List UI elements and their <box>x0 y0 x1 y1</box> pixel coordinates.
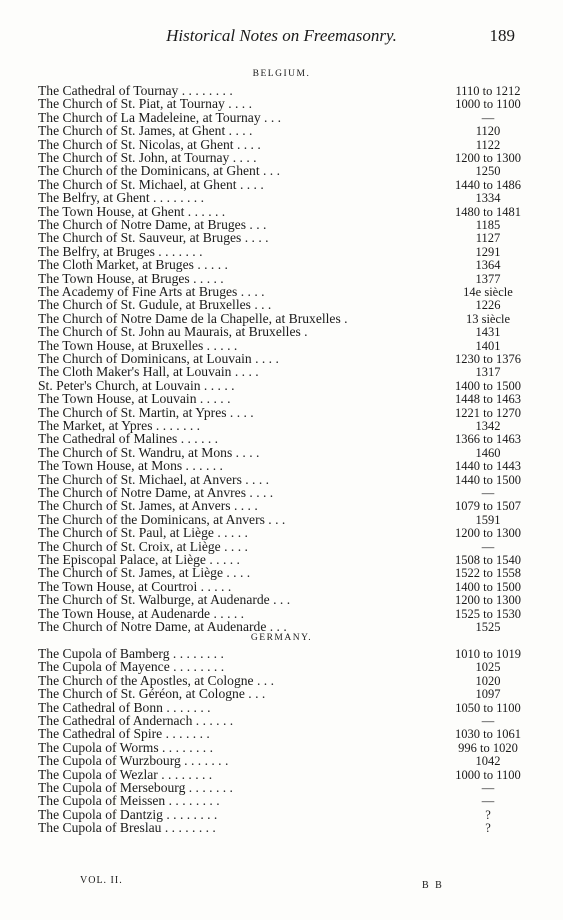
building-dates: 1366 to 1463 <box>455 432 521 447</box>
building-name: The Cupola of Breslau . . . . . . . . <box>38 820 216 836</box>
building-name: The Town House, at Bruxelles . . . . . <box>38 337 238 353</box>
building-dates: 1042 <box>475 754 501 769</box>
building-name: The Church of St. John, at Tournay . . . . <box>38 150 257 165</box>
building-name: The Church of St. Martin, at Ypres . . . . <box>38 404 254 420</box>
building-dates: 1200 to 1300 <box>455 526 521 541</box>
building-dates: 1025 <box>475 660 501 675</box>
building-dates: 1250 <box>475 164 501 179</box>
building-dates: 1221 to 1270 <box>455 405 521 420</box>
building-dates: 1230 to 1376 <box>455 352 521 366</box>
building-dates: 1185 <box>475 218 501 232</box>
building-dates: 1431 <box>475 325 501 340</box>
building-dates: — <box>481 781 495 795</box>
building-dates: 996 to 1020 <box>458 740 518 755</box>
building-dates: 1448 to 1463 <box>455 392 521 407</box>
building-dates: 1079 to 1507 <box>455 499 521 514</box>
signature-mark: B B <box>422 880 444 891</box>
building-dates: 1460 <box>475 445 501 460</box>
building-name: The Church of La Madeleine, at Tournay . . . <box>38 109 282 125</box>
page-header <box>0 26 563 48</box>
building-dates: 1120 <box>475 124 501 139</box>
building-dates: 1377 <box>475 271 501 286</box>
building-dates: 1401 <box>475 338 501 353</box>
building-name: The Church of Notre Dame de la Chapelle, at Bruxelles . <box>38 310 348 326</box>
building-dates: 1508 to 1540 <box>455 553 521 567</box>
building-name: The Cathedral of Bonn . . . . . . . <box>38 699 211 715</box>
building-dates: 1200 to 1300 <box>455 151 521 165</box>
building-dates: 1525 to 1530 <box>455 606 521 621</box>
building-dates: 1480 to 1481 <box>455 204 521 219</box>
building-name: The Church of St. Walburge, at Audenarde . . . <box>38 592 291 608</box>
section-heading: BELGIUM. <box>252 69 311 79</box>
building-name: The Town House, at Bruges . . . . . <box>38 270 224 286</box>
building-name: The Town House, at Courtroi . . . . . <box>38 578 232 594</box>
building-name: The Church of Notre Dame, at Audenarde . . . <box>38 619 287 634</box>
building-name: The Cloth Market, at Bruges . . . . . <box>38 257 228 273</box>
building-name: The Church of the Dominicans, at Ghent . . . <box>38 163 280 179</box>
building-name: The Cupola of Wezlar . . . . . . . . <box>38 766 213 782</box>
list-item <box>38 821 538 835</box>
building-name: The Church of St. Géréon, at Cologne . . . <box>38 686 266 702</box>
building-dates: 1010 to 1019 <box>455 647 521 661</box>
building-name: St. Peter's Church, at Louvain . . . . . <box>38 377 235 393</box>
building-name: The Church of St. Wandru, at Mons . . . . <box>38 444 260 460</box>
building-dates: 1440 to 1486 <box>455 177 521 192</box>
building-name: The Church of Notre Dame, at Anvres . . . . <box>38 485 274 500</box>
building-dates: — <box>481 539 495 554</box>
building-name: The Church of St. Nicolas, at Ghent . . . . <box>38 136 261 152</box>
building-name: The Church of St. James, at Liège . . . . <box>38 565 251 581</box>
building-name: The Church of Notre Dame, at Bruges . . . <box>38 217 267 232</box>
building-name: The Town House, at Ghent . . . . . . <box>38 203 226 219</box>
building-dates: 1200 to 1300 <box>455 593 521 608</box>
building-dates: 1400 to 1500 <box>455 378 521 393</box>
building-dates: 1591 <box>475 512 501 527</box>
section-heading: GERMANY. <box>250 633 313 643</box>
building-dates: — <box>481 794 495 809</box>
building-name: The Cloth Maker's Hall, at Louvain . . . . <box>38 364 259 380</box>
building-name: The Church of Dominicans, at Louvain . . . . <box>38 351 279 366</box>
building-name: The Cupola of Mayence . . . . . . . . <box>38 659 225 675</box>
building-name: The Town House, at Mons . . . . . . <box>38 458 223 474</box>
building-dates: 1020 <box>475 673 501 688</box>
building-dates: 1522 to 1558 <box>455 566 521 581</box>
building-name: The Church of St. Croix, at Liège . . . . <box>38 538 248 554</box>
building-dates: 1000 to 1100 <box>455 767 521 782</box>
building-dates: 1440 to 1500 <box>455 472 521 487</box>
building-dates: 1097 <box>475 687 501 702</box>
building-dates: 14e siècle <box>463 285 513 299</box>
building-name: The Episcopal Palace, at Liège . . . . . <box>38 552 240 567</box>
building-name: The Church of the Apostles, at Cologne . . . <box>38 672 274 688</box>
building-dates: 1525 <box>475 620 501 634</box>
building-name: The Cathedral of Spire . . . . . . . <box>38 726 210 742</box>
building-name: The Cupola of Mersebourg . . . . . . . <box>38 780 233 795</box>
building-name: The Church of St. Sauveur, at Bruges . . . . <box>38 230 269 246</box>
building-dates: 1291 <box>475 244 501 259</box>
building-name: The Church of St. Michael, at Ghent . . . . <box>38 176 264 192</box>
building-dates: — <box>481 714 495 728</box>
building-name: The Church of the Dominicans, at Anvers . . . <box>38 511 286 527</box>
building-name: The Cathedral of Malines . . . . . . <box>38 431 219 447</box>
building-name: The Cathedral of Tournay . . . . . . . . <box>38 83 233 98</box>
building-name: The Cupola of Bamberg . . . . . . . . <box>38 646 224 661</box>
building-dates: 1000 to 1100 <box>455 97 521 112</box>
building-name: The Belfry, at Bruges . . . . . . . <box>38 243 203 259</box>
running-title: Historical Notes on Freemasonry. <box>166 26 397 45</box>
building-name: The Cupola of Dantzig . . . . . . . . <box>38 806 218 822</box>
building-name: The Cupola of Worms . . . . . . . . <box>38 739 213 755</box>
building-dates: 1122 <box>475 137 501 152</box>
building-name: The Church of St. Paul, at Liège . . . . . <box>38 525 248 541</box>
building-name: The Cathedral of Andernach . . . . . . <box>38 713 234 728</box>
building-dates: 1364 <box>475 258 501 273</box>
building-name: The Church of St. James, at Ghent . . . . <box>38 123 253 139</box>
building-dates: 1342 <box>475 419 501 433</box>
building-name: The Market, at Ypres . . . . . . . <box>38 418 201 433</box>
building-dates: 1030 to 1061 <box>455 727 521 742</box>
list-item <box>38 620 538 634</box>
building-name: The Church of St. Gudule, at Bruxelles . . . <box>38 297 272 313</box>
building-dates: ? <box>485 807 491 822</box>
building-dates: 1127 <box>475 231 501 246</box>
building-name: The Belfry, at Ghent . . . . . . . . <box>38 190 204 206</box>
building-dates: 1334 <box>475 191 501 206</box>
building-dates: 1440 to 1443 <box>455 459 521 474</box>
building-name: The Cupola of Meissen . . . . . . . . <box>38 793 220 809</box>
volume-label: VOL. II. <box>80 875 123 886</box>
building-name: The Cupola of Wurzbourg . . . . . . . <box>38 753 229 769</box>
building-name: The Town House, at Louvain . . . . . <box>38 391 231 407</box>
building-name: The Church of St. Michael, at Anvers . . . . <box>38 471 270 487</box>
building-dates: — <box>481 110 495 125</box>
building-dates: 13 siècle <box>465 311 511 326</box>
building-name: The Town House, at Audenarde . . . . . <box>38 605 245 621</box>
building-dates: 1317 <box>475 365 501 380</box>
building-dates: 1050 to 1100 <box>455 700 521 715</box>
page-number: 189 <box>489 26 515 45</box>
building-name: The Church of St. John au Maurais, at Bruxelles . <box>38 324 308 340</box>
building-name: The Academy of Fine Arts at Bruges . . . . <box>38 284 265 299</box>
building-dates: 1226 <box>475 298 501 313</box>
building-dates: ? <box>485 821 491 836</box>
building-dates: 1110 to 1212 <box>455 84 521 98</box>
building-dates: 1400 to 1500 <box>455 579 521 594</box>
building-dates: — <box>481 486 495 500</box>
building-name: The Church of St. Piat, at Tournay . . . . <box>38 96 253 112</box>
building-name: The Church of St. James, at Anvers . . . . <box>38 498 258 514</box>
